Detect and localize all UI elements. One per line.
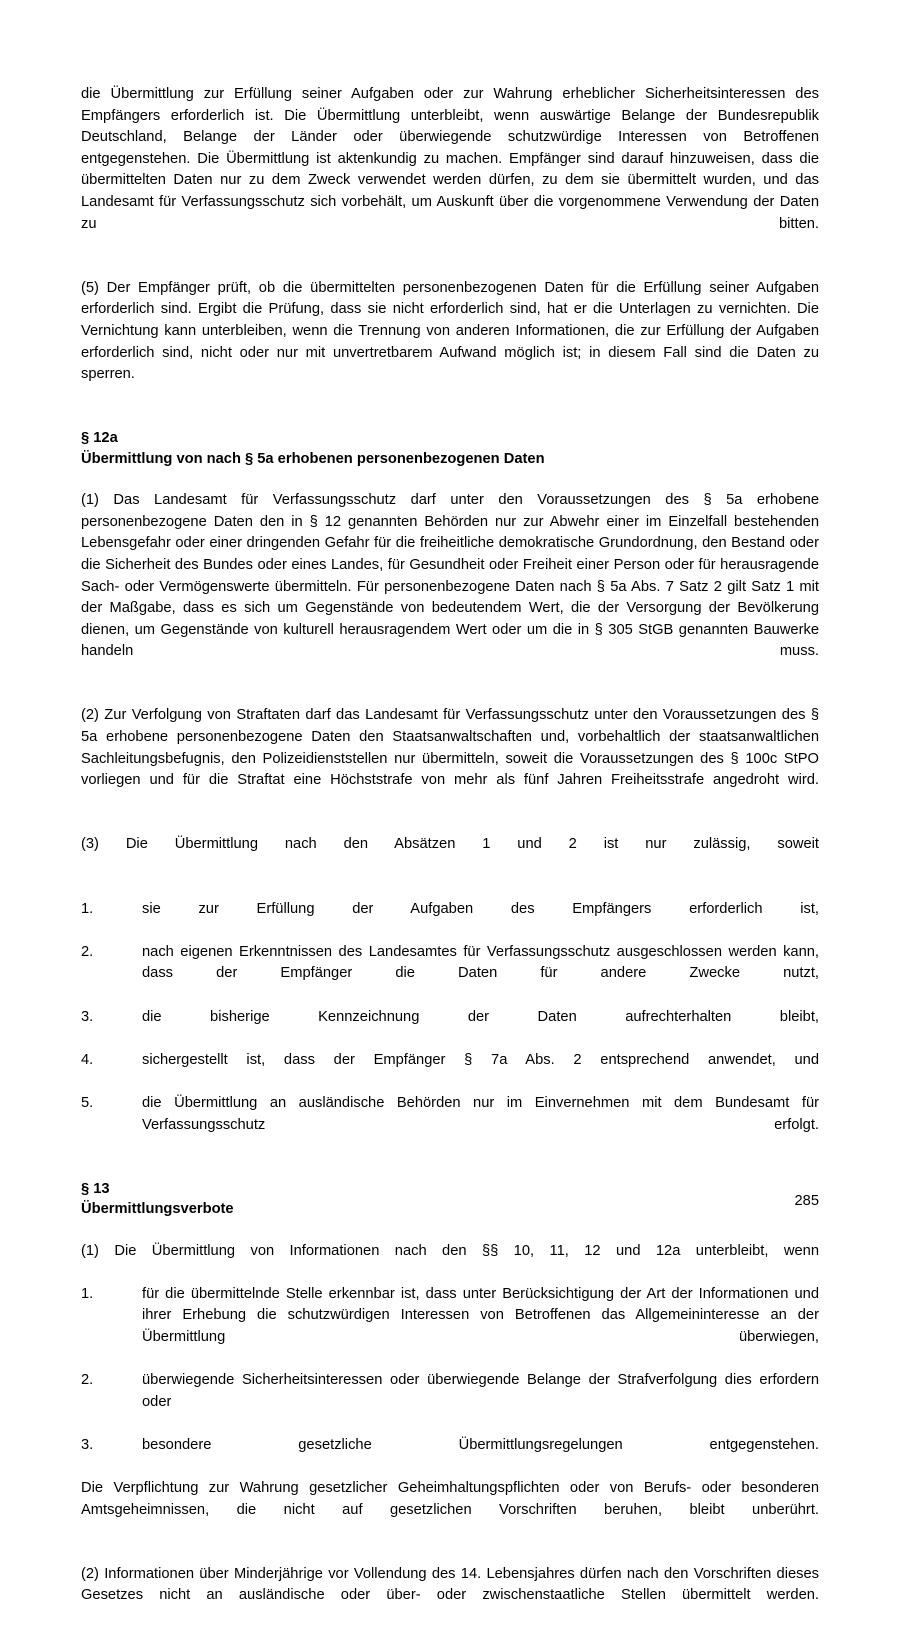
list-item (81, 1284, 819, 1370)
section-13-absatz-1-closing: Die Verpflichtung zur Wahrung gesetzlicher Geheimhaltungspflichten oder von Berufs- oder besonderen Amtsgeheimnissen, die nicht auf gesetzlichen Vorschriften beruhen, bleibt unberührt. (81, 1480, 819, 1518)
list-item-number: 4. (81, 1051, 94, 1068)
section-12a-absatz-2: (2) Zur Verfolgung von Straftaten darf das Landesamt für Verfassungsschutz unter den Voraussetzungen des § 5a erhobene personenbezogene Daten den Staatsanwaltschaften und, vorbehaltlich der staatsanwaltlichen Sachleitungsbefugnis, den Polizeidienststellen nur übermitteln, soweit die Voraussetzungen des § 100c StPO vorliegen und für die Straftat eine Höchststrafe von mehr als fünf Jahren Freiheitsstrafe angedroht wird. (81, 707, 819, 789)
section-13-absatz-2: (2) Informationen über Minderjährige vor Vollendung des 14. Lebensjahres dürfen nach den Vorschriften dieses Gesetzes nicht an ausländische oder über- oder zwischenstaatliche Stellen übermittelt werden. (81, 1565, 819, 1604)
list-item (81, 899, 819, 942)
section-13-absatz-1-intro: (1) Die Übermittlung von Informationen nach den §§ 10, 11, 12 und 12a unterbleibt, wenn (81, 1242, 819, 1259)
list-item-text: überwiegende Sicherheitsinteressen oder überwiegende Belange der Strafverfolgung dies erfordern oder (142, 1372, 819, 1410)
page-content (81, 84, 819, 1650)
section-12a-absatz-3-list (81, 899, 819, 1158)
section-title-13: Übermittlungsverbote (81, 1201, 234, 1218)
list-item-number: 3. (81, 1436, 94, 1453)
page-number: 285 (794, 1193, 819, 1209)
section-13-absatz-1-list (81, 1284, 819, 1478)
list-item (81, 1370, 819, 1435)
list-item (81, 1007, 819, 1050)
paragraph-absatz-5: (5) Der Empfänger prüft, ob die übermittelten personenbezogenen Daten für die Erfüllung seiner Aufgaben erforderlich sind. Ergibt die Prüfung, dass sie nicht erforderlich sind, hat er die Unterlagen zu vernichten. Die Vernichtung kann unterbleiben, wenn die Trennung von anderen Informationen, die zur Erfüllung der Aufgaben erforderlich sind, nicht oder nur mit unvertretbarem Aufwand möglich ist; in diesem Fall sind die Daten zu sperren. (81, 279, 819, 383)
paragraph-continuation: die Übermittlung zur Erfüllung seiner Aufgaben oder zur Wahrung erheblicher Sicherheitsinteressen des Empfängers erforderlich ist. Die Übermittlung unterbleibt, wenn auswärtige Belange der Bundesrepublik Deutschland, Belange der Länder oder überwiegende schutzwürdige Interessen von Betroffenen entgegenstehen. Die Übermittlung ist aktenkundig zu machen. Empfänger sind darauf hinzuweisen, dass die übermittelten Daten nur zu dem Zweck verwendet werden dürfen, zu dem sie übermittelt wurden, und das Landesamt für Verfassungsschutz sich vorbehält, um Auskunft über die vorgenommene Verwendung der Daten zu bitten. (81, 86, 819, 232)
list-item-number: 2. (81, 943, 94, 960)
list-item (81, 1093, 819, 1158)
list-item-text: die Übermittlung an ausländische Behörden nur im Einvernehmen mit dem Bundesamt für Verfassungsschutz erfolgt. (142, 1094, 819, 1133)
list-item-number: 2. (81, 1372, 94, 1389)
list-item-text: für die übermittelnde Stelle erkennbar ist, dass unter Berücksichtigung der Art der Informationen und ihrer Erhebung die schutzwürdigen Interessen von Betroffenen das Allgemeininteresse an der Übermittlung überwiegen, (142, 1285, 819, 1345)
section-title-12a: Übermittlung von nach § 5a erhobenen personenbezogenen Daten (81, 450, 545, 467)
section-number-12a: § 12a (81, 430, 118, 447)
list-item-number: 5. (81, 1094, 94, 1111)
list-item-text: die bisherige Kennzeichnung der Daten aufrechterhalten bleibt, (142, 1008, 819, 1025)
list-item-text: besondere gesetzliche Übermittlungsregelungen entgegenstehen. (142, 1436, 819, 1453)
list-item-number: 1. (81, 1285, 94, 1302)
section-heading-13 (81, 1179, 819, 1220)
list-item-text: nach eigenen Erkenntnissen des Landesamtes für Verfassungsschutz ausgeschlossen werden kann, dass der Empfänger die Daten für andere Zwecke nutzt, (142, 943, 819, 982)
list-item-number: 1. (81, 900, 94, 917)
list-item-number: 3. (81, 1008, 94, 1025)
section-heading-12a (81, 428, 819, 469)
list-item-text: sichergestellt ist, dass der Empfänger § 7a Abs. 2 entsprechend anwendet, und (142, 1051, 819, 1068)
section-number-13: § 13 (81, 1180, 110, 1197)
list-item (81, 1050, 819, 1093)
list-item (81, 1435, 819, 1478)
section-12a-absatz-1: (1) Das Landesamt für Verfassungsschutz darf unter den Voraussetzungen des § 5a erhobene personenbezogene Daten den in § 12 genannten Behörden nur zur Abwehr einer im Einzelfall bestehenden Lebensgefahr oder einer dringenden Gefahr für die freiheitliche demokratische Grundordnung, den Bestand oder die Sicherheit des Bundes oder eines Landes, für Gesundheit oder Freiheit einer Person oder für herausragende Sach- oder Vermögenswerte übermitteln. Für personenbezogene Daten nach § 5a Abs. 7 Satz 2 gilt Satz 1 mit der Maßgabe, dass es sich um Gegenstände von bedeutendem Wert, die der Versorgung der Bevölkerung dienen, um Gegenstände von kulturell herausragendem Wert oder um die in § 305 StGB genannten Bauwerke handeln muss. (81, 492, 819, 660)
list-item-text: sie zur Erfüllung der Aufgaben des Empfängers erforderlich ist, (142, 900, 819, 917)
section-12a-absatz-3-intro: (3) Die Übermittlung nach den Absätzen 1 und 2 ist nur zulässig, soweit (81, 836, 819, 853)
list-item (81, 942, 819, 1007)
